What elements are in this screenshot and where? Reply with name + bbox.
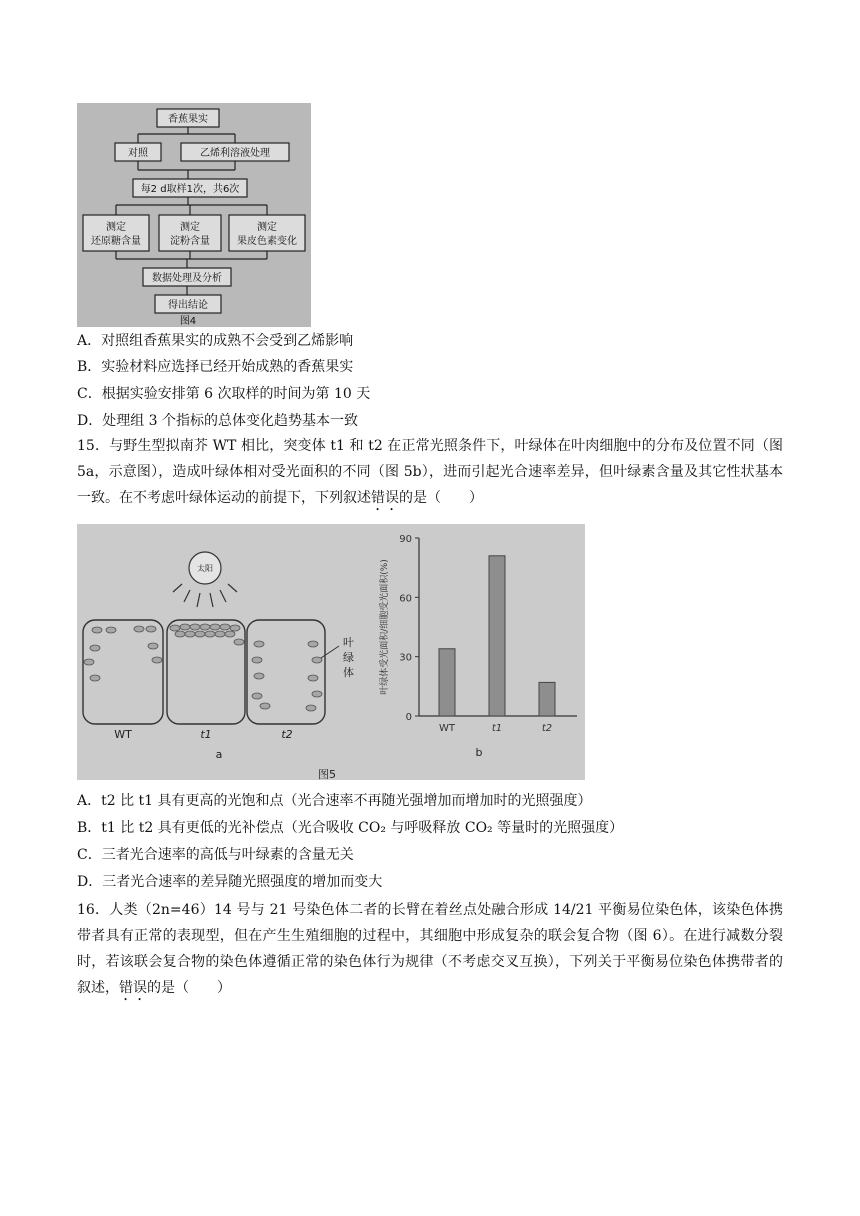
label-analysis: 数据处理及分析: [152, 273, 222, 284]
cell-label-t1: t1: [200, 728, 212, 741]
y-tick-label: 60: [399, 593, 412, 605]
x-tick-label: t2: [541, 723, 553, 734]
label-starch: 淀粉含量: [170, 236, 210, 247]
q15-emphasis-wrong: 错误: [371, 490, 399, 506]
label-control: 对照: [128, 148, 148, 159]
q16-emphasis-wrong: 错误: [119, 980, 147, 996]
label-measure-2: 测定: [180, 222, 200, 233]
q15-option-b: B．t1 比 t2 具有更低的光补偿点（光合吸收 CO₂ 与呼吸释放 CO₂ 等量时的光照强度）: [77, 820, 624, 836]
q16-stem: [77, 897, 783, 1004]
label-sampling: 每2 d取样1次，共6次: [140, 184, 240, 195]
flowchart-svg: [77, 103, 311, 327]
chloroplasts: [84, 624, 322, 711]
sun-icon: [173, 552, 237, 607]
figure-5-caption: 图5: [318, 768, 336, 780]
chloroplast-label-1: 叶: [343, 636, 354, 649]
x-tick-label: WT: [439, 723, 455, 734]
x-tick-label: t1: [491, 723, 503, 734]
q15-option-c: C．三者光合速率的高低与叶绿素的含量无关: [77, 847, 354, 863]
figure-5: [77, 524, 585, 780]
label-treatment: 乙烯利溶液处理: [200, 148, 270, 159]
cell-wt: [83, 620, 163, 724]
q14-option-d: D．处理组 3 个指标的总体变化趋势基本一致: [77, 413, 359, 429]
sun-label: 太阳: [197, 564, 213, 573]
figure-5-svg: [77, 524, 585, 780]
q15-option-d: D．三者光合速率的差异随光照强度的增加而变大: [77, 874, 383, 890]
q15-stem-end: 的是（ ）: [399, 490, 483, 506]
cell-label-t2: t2: [281, 728, 293, 741]
bar-wt: [439, 649, 455, 716]
q14-option-a: A．对照组香蕉果实的成熟不会受到乙烯影响: [77, 333, 354, 349]
panel-a-label: a: [215, 748, 223, 761]
bar-chart: [378, 534, 577, 734]
q16-stem-text: 16．人类（2n=46）14 号与 21 号染色体二者的长臂在着丝点处融合形成 14/21 平衡易位染色体，该染色体携带者具有正常的表现型，但在产生生殖细胞的过程中，其细胞中形成复杂的联会复合物（图 6）。在进行减数分裂时，若该联会复合物的染色体遵循正常的染色体行为规律（不考虑交叉互换），下列关于平衡易位染色体携带者的叙述，: [77, 902, 783, 996]
bar-t2: [539, 682, 555, 716]
label-measure-3: 测定: [257, 222, 277, 233]
chloroplast-label-2: 绿: [343, 651, 354, 664]
y-tick-label: 90: [399, 534, 412, 545]
figure-4-caption: 图4: [179, 316, 197, 327]
cell-label-wt: WT: [114, 728, 132, 741]
bar-t1: [489, 556, 505, 716]
y-tick-label: 0: [405, 712, 412, 723]
q15-option-a: A．t2 比 t1 具有更高的光饱和点（光合速率不再随光强增加而增加时的光照强度）: [77, 793, 592, 809]
panel-b-label: b: [475, 746, 483, 759]
label-peel-pigment: 果皮色素变化: [237, 236, 297, 247]
y-axis-label: 叶绿体受光面积/细胞受光面积(%): [380, 559, 390, 695]
q14-option-c: C．根据实验安排第 6 次取样的时间为第 10 天: [77, 386, 371, 402]
chloroplast-label-3: 体: [343, 666, 354, 679]
label-banana: 香蕉果实: [168, 114, 208, 125]
label-conclusion: 得出结论: [168, 300, 208, 311]
q16-stem-end: 的是（ ）: [147, 980, 231, 996]
q14-option-b: B．实验材料应选择已经开始成熟的香蕉果实: [77, 359, 354, 375]
label-measure-1: 测定: [106, 222, 126, 233]
figure-4-flowchart: [77, 103, 311, 327]
q15-stem: [77, 433, 783, 514]
y-tick-label: 30: [399, 652, 412, 664]
label-reducing-sugar: 还原糖含量: [91, 236, 141, 247]
chloroplast-pointer: [321, 635, 354, 679]
q15-stem-text: 15．与野生型拟南芥 WT 相比，突变体 t1 和 t2 在正常光照条件下，叶绿体在叶肉细胞中的分布及位置不同（图 5a，示意图），造成叶绿体相对受光面积的不同（图 5b），进而引起光合速率差异，但叶绿素含量及其它性状基本一致。在不考虑叶绿体运动的前提下，下列叙述: [77, 438, 783, 506]
